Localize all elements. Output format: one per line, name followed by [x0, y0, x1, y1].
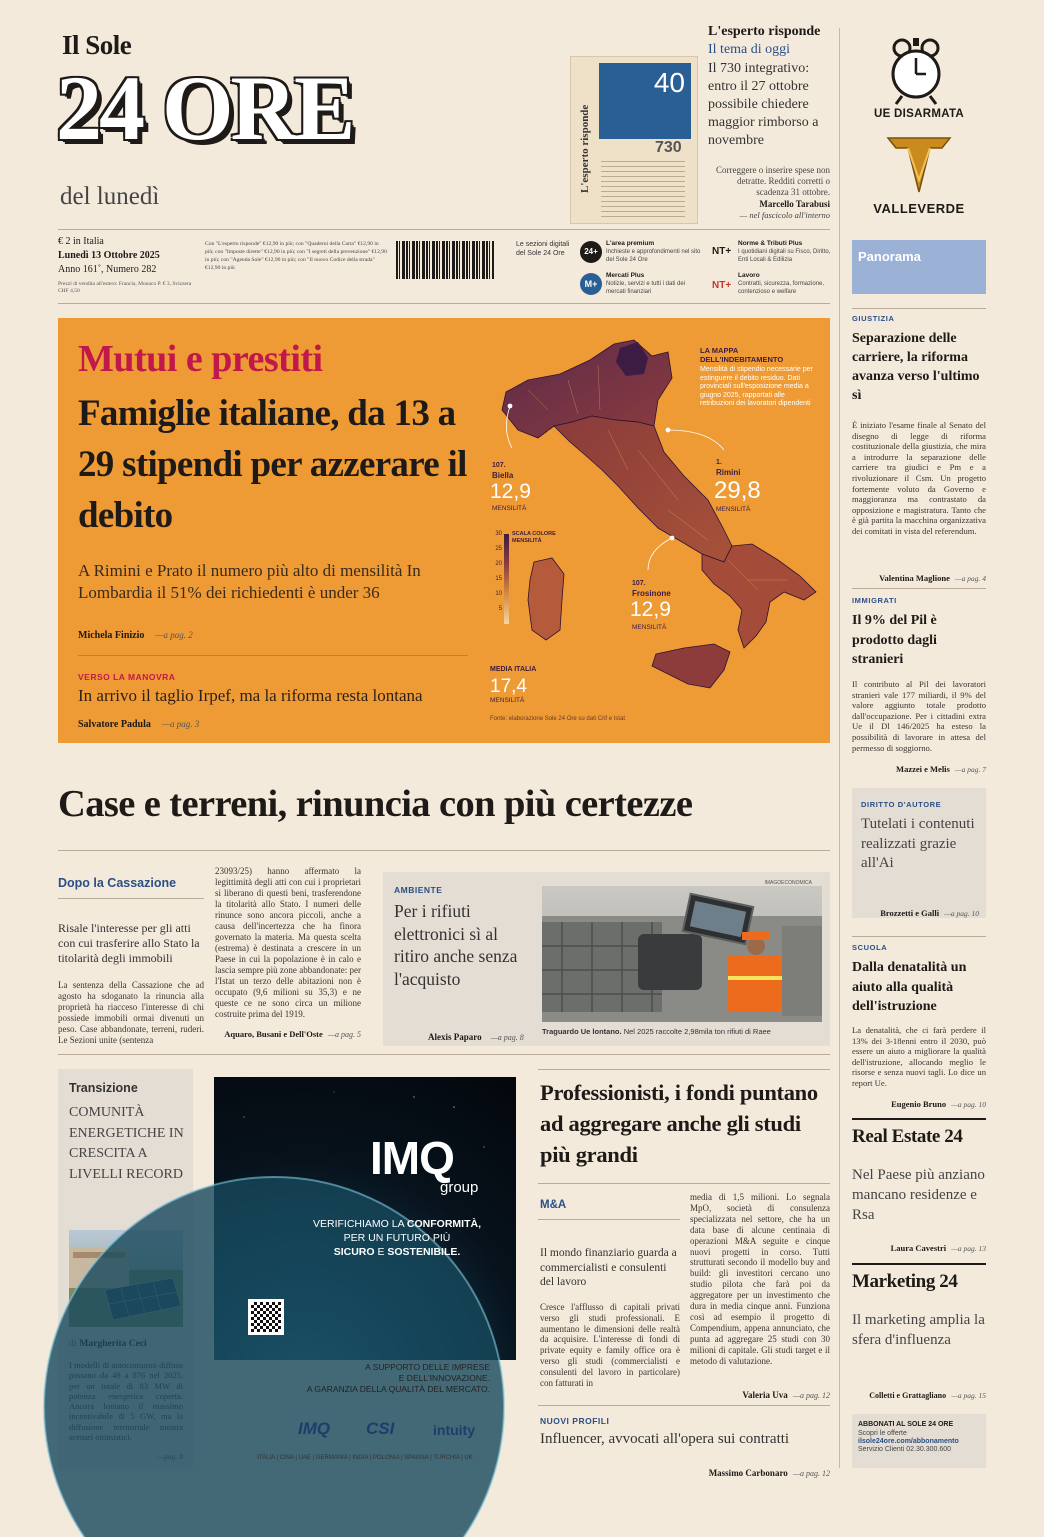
- panorama-header[interactable]: [852, 240, 986, 294]
- lead-deck: A Rimini e Prato il numero più alto di mensilità In Lombardia il 51% dei richiedenti è under 36: [78, 561, 421, 602]
- immigrati-pg[interactable]: —a pag. 7: [954, 765, 986, 774]
- real-estate-pg[interactable]: —a pag. 13: [951, 1244, 986, 1253]
- valleverde-logo-icon[interactable]: [886, 134, 952, 198]
- ambiente-caption-row: [542, 1027, 771, 1036]
- prof-byline-row: [690, 1383, 830, 1402]
- scuola-body: La denatalità, che ci farà perdere il 13% dei 3-18enni entro il 2030, può essere un aiuto a migliorare la qualità dell'istruzione, allocando meglio le risorse e senza nuovi tagli. Lo dice un report Ue.: [852, 1025, 986, 1088]
- promo2-text: Notizie, servizi e tutti i dati dei mercati finanziari: [606, 281, 686, 295]
- map-scale-tick: 30: [495, 531, 502, 537]
- promo4-title: Lavoro: [738, 272, 760, 279]
- map-frosinone-unit: MENSILITÀ: [632, 624, 667, 631]
- map-media-label: MEDIA ITALIA: [490, 666, 537, 673]
- immigrati-kicker: IMMIGRATI: [852, 596, 897, 605]
- imq-ad-qr-icon[interactable]: [248, 1299, 284, 1335]
- map-scale-tick: 10: [495, 591, 502, 597]
- lead-byline-row: [78, 623, 193, 642]
- imq-ad-line2: PER UN FUTURO PIÙ: [343, 1232, 451, 1244]
- imq-ad-line3-a: SICURO: [333, 1246, 375, 1258]
- masthead-subscription: Prezzi di vendita all'estero: Francia, Monaco P. € 3, Svizzera CHF 4,50: [58, 281, 192, 294]
- second-byline-row: [215, 1026, 361, 1040]
- map-biella-unit: MENSILITÀ: [492, 505, 527, 512]
- abbonati-line2[interactable]: ilsole24ore.com/abbonamento: [858, 1438, 959, 1445]
- ambiente-byline-row: [428, 1025, 524, 1044]
- esperto-cover-number: 40: [653, 67, 685, 98]
- real-estate-byline: Laura Cavestri: [890, 1243, 947, 1253]
- map-scale-tick: 5: [498, 606, 502, 612]
- lead-headline[interactable]: Famiglie italiane, da 13 a 29 stipendi per azzerare il debito: [78, 393, 467, 536]
- imq-sub2: E DELL'INNOVAZIONE.: [398, 1373, 490, 1383]
- imq-ad-line1: [292, 1218, 502, 1230]
- prof-label: M&A: [540, 1199, 567, 1211]
- imq-logo-1[interactable]: IMQ: [298, 1419, 331, 1438]
- ambiente-byline: Alexis Paparo: [428, 1032, 482, 1042]
- diritto-pg[interactable]: —a pag. 10: [944, 909, 979, 918]
- giustizia-headline[interactable]: Separazione delle carriere, la riforma avanza verso l'ultimo sì: [852, 331, 980, 403]
- map-media-value: 17,4: [490, 676, 527, 697]
- masthead-issue: Anno 161˚, Numero 282: [58, 264, 157, 275]
- masthead-offers: Con "L'esperto risponde" €12,90 in più; con "Quaderni della Carta" €12,90 in più; con "Imposte dirette" €12,90 in più; con "I segreti della prevenzione" €12,90 in più; con "Agenda Sole" €12,90 in più; con "Il nuovo Codice della strada" €12,90 in più: [205, 241, 387, 271]
- imq-logo-3[interactable]: intuity: [433, 1422, 475, 1438]
- map-scale-ticks: [490, 531, 502, 621]
- imq-ad-line3: [292, 1246, 502, 1258]
- column-divider: [839, 28, 840, 1468]
- imq-ad-line1-b: CONFORMITÀ,: [406, 1218, 481, 1230]
- marketing-title[interactable]: Marketing 24: [852, 1271, 958, 1292]
- esperto-tema[interactable]: Il tema di oggi: [708, 42, 791, 57]
- imq-sub1: A SUPPORTO DELLE IMPRESE: [365, 1362, 490, 1372]
- prof-body-2: media di 1,5 milioni. Lo segnala MpO, società di consulenza specializzata nel settore, che ha un data base di alcune centinaia di operazioni M&A seguite e cinque nuovi progetti in corso. Tutti strutturati secondo il modello buy and build: gli investitori cercano uno studio pilota che farà poi da aggregatore per un investimento che dura in media cinque anni. Funziona così ad esempio il progetto di Compendium, appena annunciato, che punta ad aggregare 25 studi con 30 milioni di capitale. Gli studi target e il metodo di valutazione.: [690, 1192, 830, 1366]
- promo1-text: Inchieste e approfondimenti nel sito del Sole 24 Ore: [606, 249, 701, 263]
- promo4-text: Contratti, sicurezza, formazione, contenzioso e welfare: [738, 281, 825, 295]
- giustizia-kicker: GIUSTIZIA: [852, 314, 895, 323]
- prof-sub-kicker: NUOVI PROFILI: [540, 1416, 610, 1426]
- scuola-byline-row: [852, 1092, 986, 1111]
- map-scale-tick: 25: [495, 546, 502, 552]
- lead-sub-headline[interactable]: In arrivo il taglio Irpef, ma la riforma resta lontana: [78, 686, 423, 705]
- second-summary: Risale l'interesse per gli atti con cui trasferire allo Stato la titolarità degli immobili: [58, 921, 200, 965]
- masthead-il-sole: Il Sole: [62, 30, 132, 60]
- map-frosinone-rank: 107.: [632, 580, 646, 587]
- esperto-title: L'esperto risponde: [708, 24, 821, 39]
- panorama-label: Panorama: [858, 249, 921, 264]
- esperto-cover-lines: [601, 161, 685, 217]
- sidebar-rule-3: [852, 936, 986, 937]
- map-scale-title: SCALA COLORE MENSILITÀ: [512, 531, 556, 544]
- imq-ad-line1-a: VERIFICHIAMO LA: [312, 1218, 407, 1230]
- promo1-title: L'area premium: [606, 240, 655, 247]
- map-rimini-value: 29,8: [714, 477, 761, 504]
- masthead-rule-bottom: [58, 303, 830, 304]
- map-source: Fonte: elaborazione Sole 24 Ore su dati Crif e Istat: [490, 716, 626, 722]
- second-byline-pg[interactable]: —a pag. 5: [327, 1030, 361, 1039]
- ue-disarmata-label[interactable]: UE DISARMATA: [873, 108, 965, 120]
- second-rule: [58, 850, 830, 851]
- map-scale-tick: 20: [495, 561, 502, 567]
- second-headline[interactable]: Case e terreni, rinuncia con più certezze: [58, 783, 693, 825]
- marketing-pg[interactable]: —a pag. 15: [951, 1391, 986, 1400]
- ambiente-photo[interactable]: [542, 880, 822, 1022]
- lead-byline: Michela Finizio: [78, 630, 145, 641]
- lead-sub-byline-row: [78, 712, 199, 731]
- valleverde-label[interactable]: VALLEVERDE: [873, 201, 965, 216]
- second-label: Dopo la Cassazione: [58, 876, 177, 890]
- lead-divider: [78, 655, 468, 656]
- map-desc: Mensilità di stipendio necessarie per estinguere il debito residuo. Dati provinciali sull'esposizione media a giugno 2025, rapportati alle retribuzioni dei lavoratori dipendenti: [700, 366, 813, 408]
- transizione-label: Transizione: [69, 1081, 138, 1095]
- imq-ad-line3-b: E: [374, 1246, 388, 1258]
- imq-ad-group: group: [440, 1179, 479, 1196]
- esperto-text: Il 730 integrativo: entro il 27 ottobre possibile chiedere maggior rimborso a novembre: [708, 61, 819, 148]
- map-frosinone-value: 12,9: [630, 598, 671, 621]
- imq-logo-2[interactable]: CSI: [366, 1419, 395, 1438]
- masthead-date: Lunedì 13 Ottobre 2025: [58, 250, 160, 261]
- prof-byline: Valeria Uva: [742, 1390, 788, 1400]
- immigrati-headline[interactable]: Il 9% del Pil è prodotto dagli stranieri: [852, 613, 937, 667]
- map-rimini-label: Rimini: [716, 468, 741, 477]
- diritto-headline[interactable]: Tutelati i contenuti realizzati grazie all'Ai: [861, 816, 975, 871]
- masthead-del-lunedi: del lunedì: [60, 183, 160, 210]
- sidebar-rule-4: [852, 1118, 986, 1120]
- prof-rule-top: [538, 1069, 830, 1070]
- ambiente-pg[interactable]: —a pag. 8: [490, 1033, 524, 1042]
- ambiente-kicker: AMBIENTE: [394, 885, 443, 895]
- lead-kicker[interactable]: Mutui e prestiti: [78, 338, 323, 380]
- badge-mplus[interactable]: M+: [580, 273, 602, 295]
- lead-sub-pg[interactable]: —a pag. 3: [161, 719, 200, 729]
- diritto-byline: Brozzetti e Galli: [880, 908, 940, 918]
- imq-ad-brand: IMQ: [370, 1132, 454, 1184]
- badge-ntplus-1[interactable]: NT+: [712, 246, 732, 257]
- scuola-pg[interactable]: —a pag. 10: [951, 1100, 986, 1109]
- scuola-headline[interactable]: Dalla denatalità un aiuto alla qualità dell'istruzione: [852, 960, 967, 1014]
- prof-rule-bottom: [538, 1405, 830, 1406]
- map-centre: [554, 416, 732, 562]
- map-scale-tick: 15: [495, 576, 502, 582]
- imq-ad[interactable]: [214, 1077, 516, 1360]
- immigrati-byline-row: [852, 757, 986, 776]
- second-bottom-rule: [58, 1054, 830, 1055]
- giustizia-pg[interactable]: —a pag. 4: [954, 574, 986, 583]
- barcode: [396, 241, 494, 279]
- ambiente-photo-credit: IMAGOECONOMICA: [764, 880, 812, 886]
- prof-pg[interactable]: —a pag. 12: [792, 1391, 830, 1400]
- lead-sub-kicker: VERSO LA MANOVRA: [78, 672, 176, 682]
- diritto-kicker: DIRITTO D'AUTORE: [861, 800, 942, 809]
- second-byline: Aquaro, Busani e Dell'Oste: [224, 1029, 323, 1039]
- lead-sub-byline: Salvatore Padula: [78, 719, 151, 730]
- second-label-rule: [58, 898, 204, 899]
- map-biella-rank: 107.: [492, 462, 506, 469]
- abbonati-line3: Servizio Clienti 02.30.300.600: [858, 1446, 952, 1453]
- sidebar-rule-2: [852, 588, 986, 589]
- esperto-sub: Correggere o inserire spese non detratte. Redditi corretti o scadenza 31 ottobre.: [716, 165, 830, 197]
- real-estate-title[interactable]: Real Estate 24: [852, 1126, 963, 1147]
- promo3-text: I quotidiani digitali su Fisco, Diritto, Enti Locali & Edilizia: [738, 249, 831, 263]
- map-biella-label: Biella: [492, 471, 514, 480]
- giustizia-body: È iniziato l'esame finale al Senato del disegno di legge di riforma costituzionale della giustizia, che mira a introdurre la separazione delle carriere tra giudici e Pm e a rivoluzionare il Csm. Un progetto fortemente voluto da Governo e maggioranza ma contrastato da opposizione e magistratura. Tanto che è già partita la macchina organizzativa dei comitati in vista del referendum.: [852, 420, 986, 536]
- map-biella-value: 12,9: [490, 480, 531, 503]
- second-body-1: La sentenza della Cassazione che ad agosto ha sdoganato la rinuncia alla proprietà ha riacceso l'interesse di chi possiede immobili ormai divenuti un peso. Case abbandonate, terreni, ruderi. Le Sezioni unite (sentenza: [58, 980, 204, 1045]
- badge-ntplus-2[interactable]: NT+: [712, 280, 732, 291]
- prof-summary: Il mondo finanziario guarda a commercialisti e consulenti del lavoro: [540, 1247, 677, 1288]
- ambiente-headline[interactable]: Per i rifiuti elettronici sì al ritiro anche senza l'acquisto: [394, 901, 518, 989]
- sidebar-rule-5: [852, 1263, 986, 1265]
- map-sardinia: [528, 558, 564, 640]
- masthead-price: € 2 in Italia: [58, 236, 104, 247]
- esperto-cover-blue-block: [599, 63, 691, 139]
- esperto-cover[interactable]: [570, 56, 698, 224]
- second-body-2: 23093/25) hanno affermato la legittimità degli atti con cui i proprietari si liberano di questi beni, trasferendone la titolarità allo Stato. I numeri delle rinunce sono ancora piccoli, anche a causa dell'incertezza che ha finora governato la materia. Ma questa scelta (estrema) è destinata a crescere in un Paese in cui la popolazione è in calo e lascia sempre più zone abbandonate: per l'Istat un terzo delle abitazioni non è occupato (9,6 milioni su 35,3) e ne queste ce ne sono circa un milione costruite prima del 1919.: [215, 866, 361, 1019]
- imq-ad-line3-c: SOSTENIBILE.: [387, 1246, 461, 1258]
- esperto-ref: — nel fascicolo all'interno: [739, 210, 830, 220]
- scuola-kicker: SCUOLA: [852, 943, 888, 952]
- diritto-byline-row: [861, 901, 979, 920]
- esperto-author: Marcello Tarabusi: [759, 199, 830, 209]
- map-frosinone-label: Frosinone: [632, 589, 671, 598]
- real-estate-byline-row: [852, 1236, 986, 1255]
- scuola-byline: Eugenio Bruno: [891, 1099, 947, 1109]
- prof-sub-byline-row: [540, 1461, 830, 1480]
- giustizia-byline-row: [852, 566, 986, 585]
- badge-24plus[interactable]: 24+: [580, 241, 602, 263]
- real-estate-headline[interactable]: Nel Paese più anziano mancano residenze e Rsa: [852, 1167, 985, 1223]
- imq-sub3: A GARANZIA DELLA QUALITÀ DEL MERCATO.: [306, 1384, 490, 1394]
- ue-clock-icon[interactable]: [888, 36, 944, 106]
- abbonati-line1: Scopri le offerte: [858, 1430, 907, 1437]
- abbonati-box[interactable]: [852, 1414, 986, 1468]
- ambiente-caption: Nel 2025 raccolte 2,98mila ton rifiuti di Raee: [623, 1027, 771, 1036]
- prof-rule-mid: [538, 1183, 830, 1184]
- masthead-logo[interactable]: 24 ORE: [56, 57, 353, 159]
- prof-headline[interactable]: Professionisti, i fondi puntano ad aggregare anche gli studi più grandi: [540, 1080, 818, 1167]
- marketing-byline-row: [852, 1383, 986, 1402]
- map-rimini-unit: MENSILITÀ: [716, 506, 751, 513]
- map-title: LA MAPPA DELL'INDEBITAMENTO: [700, 346, 784, 364]
- prof-sub-pg[interactable]: —a pag. 12: [792, 1469, 830, 1478]
- immigrati-byline: Mazzei e Melis: [896, 764, 950, 774]
- promo2-title: Mercati Plus: [606, 272, 645, 279]
- sidebar-rule-1: [852, 308, 986, 309]
- digital-label: Le sezioni digitali del Sole 24 Ore: [516, 241, 570, 257]
- giustizia-byline: Valentina Maglione: [879, 573, 950, 583]
- ambiente-caption-bold: Traguardo Ue lontano.: [542, 1027, 622, 1036]
- promo3-title: Norme & Tributi Plus: [738, 240, 803, 247]
- masthead-rule-top: [58, 229, 830, 230]
- immigrati-body: Il contributo al Pil dei lavoratori stranieri vale 177 miliardi, il 9% del valore aggiunto totale prodotto dall'occupazione. Per i cittadini extra Ue il Dl 146/2025 ha esteso la possibilità di lavorare in attesa del permesso di soggiorno.: [852, 679, 986, 753]
- esperto-cover-vertical-title: L'esperto risponde: [579, 104, 591, 193]
- esperto-cover-730: 730: [655, 139, 682, 156]
- marketing-byline: Colletti e Grattagliano: [869, 1391, 947, 1400]
- map-rimini-rank: 1.: [716, 459, 722, 466]
- prof-sub-headline[interactable]: Influencer, avvocati all'opera sui contratti: [540, 1431, 790, 1447]
- prof-label-rule: [538, 1219, 680, 1220]
- lead-byline-pg[interactable]: —a pag. 2: [155, 630, 193, 640]
- marketing-headline[interactable]: Il marketing amplia la sfera d'influenza: [852, 1312, 985, 1348]
- prof-sub-byline: Massimo Carbonaro: [708, 1468, 788, 1478]
- transizione-headline[interactable]: COMUNITÀ ENERGETICHE IN CRESCITA A LIVELLI RECORD: [69, 1105, 184, 1182]
- prof-body-1: Cresce l'afflusso di capitali privati verso gli studi professionali. E aumentano le dimensioni delle realtà da acquisire. L'interesse di fondi di private equity e family office ora è verso gli studi (commercialisti e consulenti del lavoro in particolare) con fatturati in: [540, 1302, 680, 1388]
- map-scale-bar: [504, 534, 509, 624]
- map-sicily: [652, 644, 730, 688]
- abbonati-title: ABBONATI AL SOLE 24 ORE: [858, 1421, 954, 1428]
- map-media-unit: MENSILITÀ: [490, 697, 525, 704]
- imq-countries: ITALIA | CINA | UAE | GERMANIA | INDIA | POLONIA | SPAGNA | TURCHIA | UK: [257, 1455, 473, 1461]
